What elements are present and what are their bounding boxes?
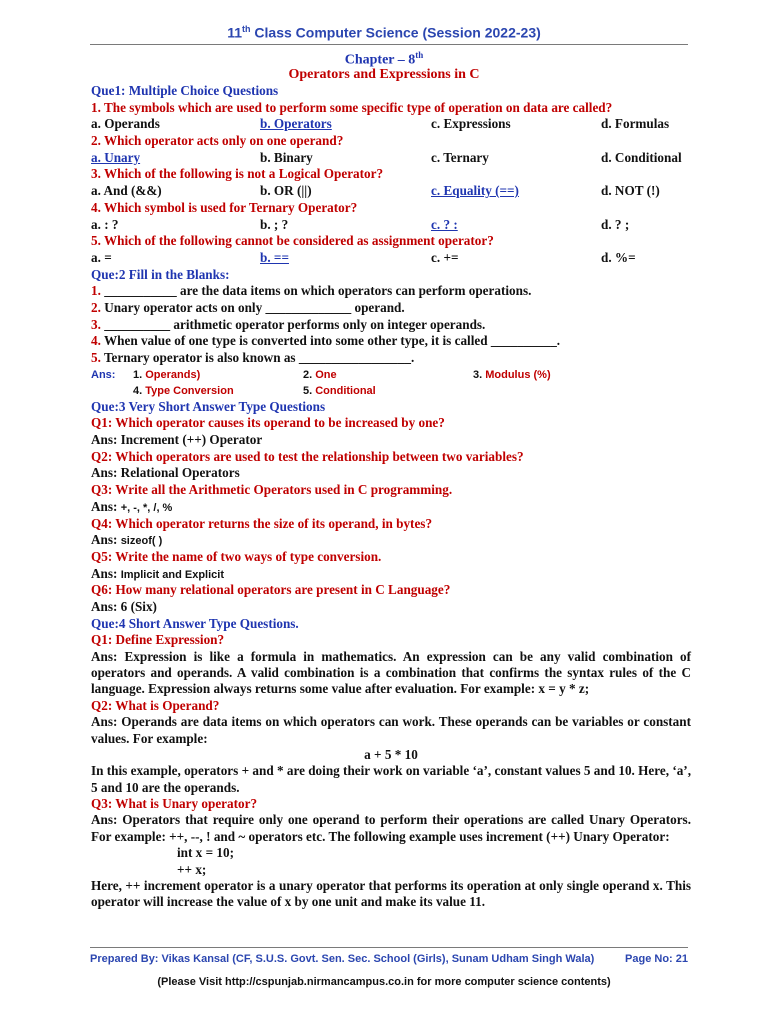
blank-text: Unary operator acts on only _____________ operand. bbox=[100, 299, 405, 315]
header-class: 11 bbox=[227, 24, 243, 41]
blank-item-3 bbox=[91, 317, 691, 334]
vs-question-6: Q6: How many relational operators are present in C Language? bbox=[91, 582, 451, 598]
blank-text: __________ arithmetic operator performs only on integer operands. bbox=[100, 316, 486, 332]
sa-answer-2: Ans: Operands are data items on which operators can work. These operands can be variables or constant values. For example: bbox=[91, 714, 691, 746]
option-d: d. ? ; bbox=[601, 216, 630, 232]
answer-number: 3. bbox=[473, 368, 486, 381]
footer-visit-note: (Please Visit http://cspunjab.nirmancampus.co.in for more computer science contents) bbox=[157, 976, 611, 988]
blank-text: Ternary operator is also known as _________________. bbox=[100, 350, 415, 365]
answer-text: Conditional bbox=[315, 384, 376, 397]
sa-answer-2-expression: a + 5 * 10 bbox=[364, 746, 418, 762]
answer-text: Implicit and Explicit bbox=[120, 568, 224, 581]
vs-answer-4 bbox=[91, 532, 691, 549]
mcq-question-4: 4. Which symbol is used for Ternary Operator? bbox=[91, 199, 358, 215]
page-content bbox=[91, 83, 691, 911]
section-blanks-title: Que:2 Fill in the Blanks: bbox=[91, 266, 230, 282]
sa-answer-2-explanation: In this example, operators + and * are doing their work on variable ‘a’, constant values 5 and 10. Here, ‘a’, 5 and 10 are the operands. bbox=[91, 763, 691, 795]
section-very-short-title: Que:3 Very Short Answer Type Questions bbox=[91, 398, 326, 414]
answer-text: sizeof( ) bbox=[120, 535, 163, 548]
header-rule bbox=[90, 44, 688, 45]
footer-line bbox=[90, 953, 688, 969]
chapter-label: Chapter – 8 bbox=[344, 52, 416, 68]
mcq-question-2: 2. Which operator acts only on one operand? bbox=[91, 133, 344, 149]
answer-label: Ans: bbox=[91, 565, 121, 581]
vs-question-2: Q2: Which operators are used to test the relationship between two variables? bbox=[91, 448, 524, 464]
page-number: Page No: 21 bbox=[625, 953, 688, 965]
sa-question-1: Q1: Define Expression? bbox=[91, 632, 225, 648]
option-b-correct: b. Operators bbox=[260, 116, 332, 132]
option-d: d. %= bbox=[601, 249, 636, 265]
option-b-correct: b. == bbox=[260, 249, 289, 265]
answer-number: 2. bbox=[303, 368, 316, 381]
blank-item-5 bbox=[91, 350, 691, 367]
vs-answer-6: Ans: 6 (Six) bbox=[91, 598, 157, 614]
sa-answer-3: Ans: Operators that require only one operand to perform their operations are called Unary Operators. For example: ++, --, ! and ~ operators etc. The following example uses increment (++) Unary Operator: bbox=[91, 812, 691, 844]
blank-answer-1 bbox=[133, 367, 200, 383]
code-line-2: ++ x; bbox=[177, 861, 207, 877]
blank-item-1 bbox=[91, 283, 691, 300]
option-c: c. += bbox=[431, 249, 459, 265]
option-c-correct: c. Equality (==) bbox=[431, 183, 519, 199]
vs-question-1: Q1: Which operator causes its operand to be increased by one? bbox=[91, 415, 445, 431]
option-a: a. And (&&) bbox=[91, 183, 162, 199]
blank-answer-3 bbox=[473, 367, 551, 383]
blank-number: 3. bbox=[91, 316, 101, 332]
mcq-options-1 bbox=[91, 116, 691, 133]
sa-question-3: Q3: What is Unary operator? bbox=[91, 795, 258, 811]
option-a: a. = bbox=[91, 249, 112, 265]
vs-question-4: Q4: Which operator returns the size of its operand, in bytes? bbox=[91, 515, 433, 531]
answers-label: Ans: bbox=[91, 368, 116, 381]
option-a: a. Operands bbox=[91, 116, 160, 132]
sa-answer-1: Ans: Expression is like a formula in mathematics. An expression can be any valid combination of operators and operands. A valid combination is a combination that confirms the syntax rules of the C language. Expression always returns some value after evaluation. For example: x = y * z; bbox=[91, 649, 691, 697]
mcq-question-1: 1. The symbols which are used to perform some specific type of operation on data are called? bbox=[91, 99, 613, 115]
blank-answer-2 bbox=[303, 367, 337, 383]
mcq-options-3 bbox=[91, 183, 691, 200]
option-b: b. ; ? bbox=[260, 216, 289, 232]
vs-question-3: Q3: Write all the Arithmetic Operators used in C programming. bbox=[91, 482, 453, 498]
blank-item-2 bbox=[91, 300, 691, 317]
vs-answer-3 bbox=[91, 499, 691, 516]
blank-number: 1. bbox=[91, 283, 101, 299]
sa-question-2: Q2: What is Operand? bbox=[91, 697, 220, 713]
mcq-options-4 bbox=[91, 217, 691, 234]
page-header bbox=[0, 24, 768, 41]
answer-number: 1. bbox=[133, 368, 146, 381]
blanks-answers-row-1 bbox=[91, 367, 691, 383]
header-sup: th bbox=[242, 24, 251, 34]
mcq-options-2 bbox=[91, 150, 691, 167]
code-line-1: int x = 10; bbox=[177, 844, 234, 860]
section-mcq-title: Que1: Multiple Choice Questions bbox=[91, 83, 279, 98]
option-c: c. Ternary bbox=[431, 149, 489, 165]
answer-text: +, -, *, /, % bbox=[120, 501, 173, 514]
vs-question-5: Q5: Write the name of two ways of type conversion. bbox=[91, 548, 382, 564]
answer-text: One bbox=[315, 368, 337, 381]
option-a: a. : ? bbox=[91, 216, 119, 232]
answer-text: Operands) bbox=[145, 368, 201, 381]
sa-answer-3-explanation: Here, ++ increment operator is a unary operator that performs its operation at only single operand x. This operator will increase the value of x by one unit and make its value 11. bbox=[91, 878, 691, 910]
section-short-title: Que:4 Short Answer Type Questions. bbox=[91, 615, 299, 631]
option-b: b. OR (||) bbox=[260, 183, 312, 199]
blank-text: When value of one type is converted into some other type, it is called __________. bbox=[100, 333, 561, 349]
option-a-correct: a. Unary bbox=[91, 149, 141, 165]
footer-rule bbox=[90, 947, 688, 948]
option-d: d. NOT (!) bbox=[601, 183, 660, 199]
blank-number: 4. bbox=[91, 333, 101, 349]
option-c: c. Expressions bbox=[431, 116, 511, 132]
option-c-correct: c. ? : bbox=[431, 216, 458, 232]
header-session: Class Computer Science (Session 2022-23) bbox=[250, 24, 541, 41]
chapter-number bbox=[0, 50, 768, 69]
blank-number: 2. bbox=[91, 299, 101, 315]
blank-answer-5 bbox=[303, 383, 376, 399]
blank-text: ___________ are the data items on which operators can perform operations. bbox=[100, 283, 532, 299]
option-d: d. Formulas bbox=[601, 116, 670, 132]
option-b: b. Binary bbox=[260, 149, 313, 165]
blank-item-4 bbox=[91, 333, 691, 350]
answer-label: Ans: bbox=[91, 532, 121, 548]
blank-number: 5. bbox=[91, 350, 101, 365]
answer-label: Ans: bbox=[91, 498, 121, 514]
vs-answer-1: Ans: Increment (++) Operator bbox=[91, 432, 263, 448]
vs-answer-2: Ans: Relational Operators bbox=[91, 465, 240, 481]
mcq-options-5 bbox=[91, 250, 691, 267]
option-d: d. Conditional bbox=[601, 149, 682, 165]
answer-number: 4. bbox=[133, 384, 146, 397]
chapter-sup: th bbox=[415, 50, 424, 60]
mcq-question-5: 5. Which of the following cannot be considered as assignment operator? bbox=[91, 233, 494, 249]
chapter-title: Operators and Expressions in C bbox=[288, 67, 480, 82]
answer-text: Type Conversion bbox=[145, 384, 234, 397]
answer-number: 5. bbox=[303, 384, 316, 397]
prepared-by: Prepared By: Vikas Kansal (CF, S.U.S. Govt. Sen. Sec. School (Girls), Sunam Udham Singh Wala) bbox=[90, 953, 595, 965]
mcq-question-3: 3. Which of the following is not a Logical Operator? bbox=[91, 166, 384, 182]
answer-text: Modulus (%) bbox=[485, 368, 551, 381]
vs-answer-5 bbox=[91, 566, 691, 583]
blanks-answers-row-2 bbox=[91, 383, 691, 399]
blank-answer-4 bbox=[133, 383, 234, 399]
